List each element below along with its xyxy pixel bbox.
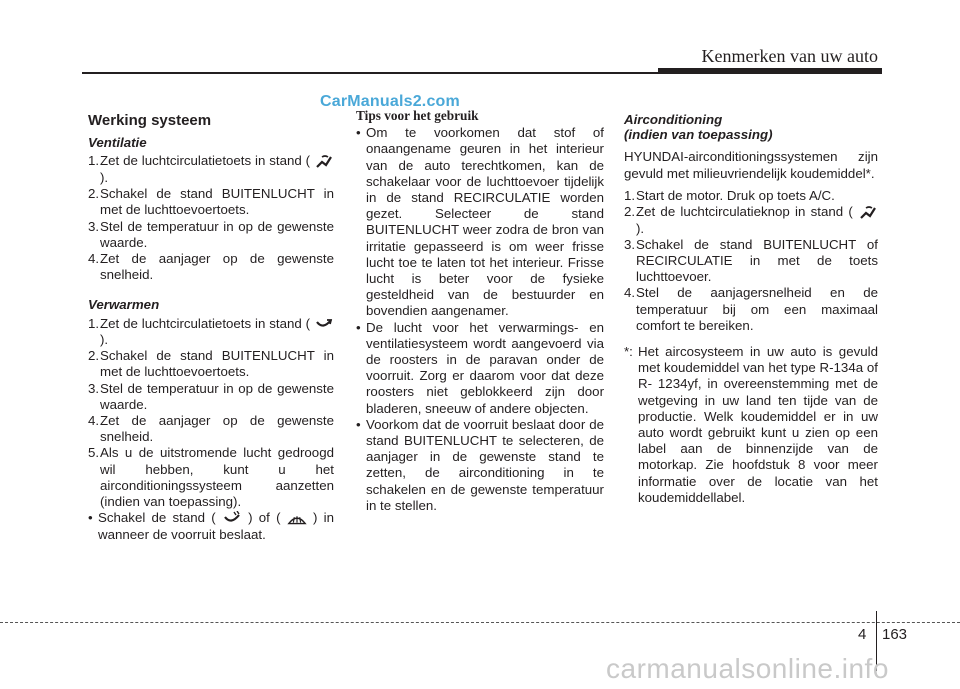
tips-heading: Tips voor het gebruik [356, 108, 479, 123]
item-number: 3. [88, 218, 100, 234]
list-item [88, 186, 334, 218]
item-text: ). [636, 220, 645, 236]
list-item [624, 188, 878, 204]
bullet-text: ) of ( [248, 510, 281, 526]
item-text: Schakel de stand BUITENLUCHT in met de luchttoevoertoets. [100, 186, 334, 218]
windshield-defrost-icon [287, 511, 307, 527]
item-number: 3. [624, 236, 636, 252]
item-text: ). [100, 332, 109, 347]
item-number: 3. [88, 380, 100, 396]
item-number: 2. [624, 204, 636, 220]
item-number: 1. [88, 153, 100, 169]
footnote-text: Het aircosysteem in uw auto is gevuld met koudemiddel van het type R-134a of R- 1234yf, in overeenstemming met de wetgeving in uw land ten tijde van de productie. Welk koudemiddel er in uw auto wordt gebruikt kunt u zien op een label aan de binnenzijde van de motorkap. Zie hoofdstuk 8 voor meer informatie over de locatie van het koudemiddellabel. [638, 343, 878, 505]
item-number: 2. [88, 186, 100, 202]
chapter-header-title: Kenmerken van uw auto [701, 46, 878, 66]
item-text: Schakel de stand BUITENLUCHT in met de luchttoevoertoets. [100, 348, 334, 380]
aircon-heading: Airconditioning [624, 112, 723, 127]
footer-rule [0, 622, 960, 624]
aircon-intro: HYUNDAI-airconditioningssystemen zijn gevuld met milieuvriendelijk koudemiddel*. [624, 149, 878, 181]
bullet-text: Schakel de stand ( [98, 510, 216, 526]
item-text: Stel de aanjagersnelheid en de temperatuur bij om een maximaal comfort te bereiken. [636, 285, 878, 333]
item-number: 1. [88, 315, 100, 331]
item-text: ). [100, 169, 109, 185]
aircon-subheading: (indien van toepassing) [624, 127, 773, 143]
list-item [88, 445, 334, 510]
bullet-item [88, 510, 334, 543]
list-item [88, 219, 334, 251]
item-text: Zet de luchtcirculatieknop in stand ( [636, 204, 853, 220]
item-text: Zet de aanjager op de gewenste snelheid. [100, 413, 334, 445]
watermark-carmanuals: CarManuals2.com [320, 93, 460, 110]
chapter-number: 4 [858, 626, 867, 643]
item-text: Zet de luchtcirculatietoets in stand ( [100, 315, 311, 331]
bullet-text: Om te voorkomen dat stof of onaangename geuren in het interieur van de auto terechtkomen, kan de schakelaar voor de luchttoevoer tijdelijk in de stand RECIRCULATIE worden gezet. Selecteer de stand BUITENLUCHT weer zodra de bron van irritatie gepasseerd is om weer frisse lucht toe te laten tot het interieur. Frisse lucht is beter voor de fysieke gesteldheid van de bestuurder en bovendien aangenamer. [366, 125, 604, 319]
bullet-dot: • [356, 416, 361, 432]
item-text: Schakel de stand BUITENLUCHT of RECIRCULATIE in met de toets luchttoevoer. [636, 236, 878, 285]
page-number: 163 [882, 626, 908, 643]
bullet-dot: • [356, 319, 361, 335]
item-text: Stel de temperatuur in op de gewenste waarde. [100, 218, 334, 250]
list-item [88, 316, 334, 349]
list-item [88, 348, 334, 380]
bullet-text: ) in wanneer de voorruit beslaat. [98, 510, 334, 542]
fresh-air-mode-icon [858, 205, 878, 221]
header-rule [82, 72, 882, 74]
item-text: Zet de luchtcirculatietoets in stand ( [100, 153, 311, 169]
ventilatie-heading: Ventilatie [88, 135, 147, 151]
list-item [624, 285, 878, 334]
item-text: Stel de temperatuur in op de gewenste waarde. [100, 380, 334, 412]
bullet-text: De lucht voor het verwarmings- en ventilatiesysteem wordt aangevoerd via de roosters in de paravan onder de voorruit. Zorg er daarom voor dat deze roosters niet geblokkeerd zijn door bladeren, sneeuw of andere objecten. [366, 319, 604, 416]
list-item [88, 413, 334, 445]
item-number: 5. [88, 445, 100, 461]
floor-defrost-mode-icon [222, 511, 242, 527]
item-number: 1. [624, 187, 636, 203]
item-text: Start de motor. Druk op toets A/C. [636, 187, 835, 203]
item-text: Zet de aanjager op de gewenste snelheid. [100, 250, 334, 283]
fresh-air-mode-icon [314, 154, 334, 170]
item-number: 4. [624, 285, 636, 301]
recirculation-mode-icon [314, 316, 334, 332]
column-airconditioning [624, 108, 878, 506]
list-item [624, 237, 878, 286]
item-number: 2. [88, 348, 100, 364]
bullet-item [356, 320, 604, 417]
column-werking-systeem [88, 108, 334, 543]
list-item [88, 153, 334, 186]
footnote-mark: *: [624, 343, 633, 359]
bullet-dot: • [88, 510, 93, 526]
list-item [88, 251, 334, 283]
verwarmen-heading: Verwarmen [88, 297, 160, 313]
list-item [624, 204, 878, 237]
bullet-item [356, 125, 604, 319]
watermark-carmanualsonline: carmanualsonline.info [606, 653, 889, 684]
bullet-dot: • [356, 125, 361, 141]
section-title: Werking systeem [88, 112, 212, 129]
bullet-item [356, 417, 604, 514]
footnote [624, 344, 878, 506]
item-text: Als u de uitstromende lucht gedroogd wil hebben, kunt u het airconditioningssysteem aanzetten (indien van toepassing). [100, 445, 334, 510]
bullet-text: Voorkom dat de voorruit beslaat door de stand BUITENLUCHT te selecteren, de aanjager in de gewenste stand te zetten, de airconditioning in te schakelen en de gewenste temperatuur in te stellen. [366, 416, 604, 513]
list-item [88, 381, 334, 413]
column-tips [356, 108, 604, 514]
item-number: 4. [88, 413, 100, 429]
item-number: 4. [88, 250, 100, 266]
